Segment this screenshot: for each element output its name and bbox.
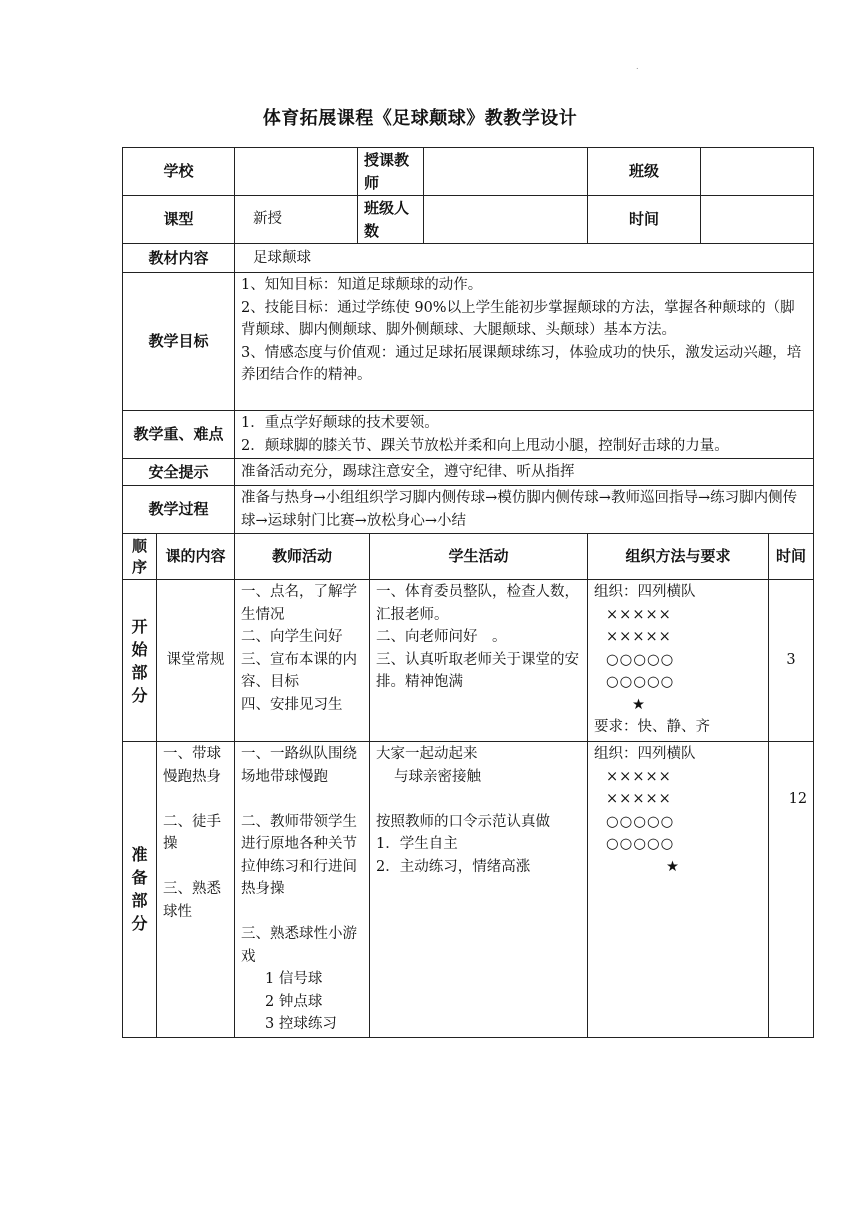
formation-row: ○○○○○ (606, 836, 675, 852)
col-order: 顺序 (123, 534, 157, 580)
safety-value: 准备活动充分，踢球注意安全，遵守纪律、听从指挥 (235, 459, 814, 486)
key-points-label: 教学重、难点 (123, 411, 235, 459)
col-teacher: 教师活动 (235, 534, 370, 580)
content-row (123, 244, 814, 273)
formation-row: ××××× (606, 606, 672, 623)
section-content: 课堂常规 (157, 580, 235, 742)
school-value (235, 148, 358, 196)
process-row (123, 486, 814, 534)
formation-row: ○○○○○ (606, 651, 675, 668)
time-value (701, 196, 814, 244)
formation-row: ○○○○○ (606, 674, 675, 690)
column-header-row (123, 534, 814, 580)
process-label: 教学过程 (123, 486, 235, 534)
content-label: 教材内容 (123, 244, 235, 273)
student-activity: 大家一起动起来 与球亲密接触 按照教师的口令示范认真做 1．学生自主 2．主动练习，情绪高涨 (370, 742, 588, 1038)
col-org: 组织方法与要求 (588, 534, 769, 580)
game-item: 3 控球练习 (265, 1016, 337, 1032)
goal-item: 2、技能目标：通过学练使 90%以上学生能初步掌握颠球的方法，掌握各种颠球的（脚背颠球、脚内侧颠球、脚外侧颠球、大腿颠球、头颠球）基本方法。 (241, 299, 795, 338)
goal-item: 3、情感态度与价值观：通过足球拓展课颠球练习，体验成功的快乐，激发运动兴趣，培养团结合作的精神。 (241, 344, 802, 383)
key-points-row (123, 411, 814, 459)
class-size-label: 班级人数 (358, 196, 424, 244)
game-item: 2 钟点球 (265, 993, 323, 1010)
col-student: 学生活动 (370, 534, 588, 580)
organization (588, 580, 769, 742)
section-time: 3 (769, 580, 814, 742)
key-point-item: 1．重点学好颠球的技术要领。 (241, 415, 439, 431)
class-size-value (424, 196, 588, 244)
type-label: 课型 (123, 196, 235, 244)
goals-label: 教学目标 (123, 273, 235, 411)
section-prep-row (123, 742, 814, 1038)
game-item: 1 信号球 (265, 971, 323, 987)
page-title: 体育拓展课程《足球颠球》教教学设计 (262, 108, 578, 129)
class-value (701, 148, 814, 196)
info-row-2 (123, 196, 814, 244)
process-value: 准备与热身→小组组织学习脚内侧传球→模仿脚内侧传球→教师巡回指导→练习脚内侧传球→运球射门比赛→放松身心→小结 (235, 486, 814, 534)
school-label: 学校 (123, 148, 235, 196)
lesson-plan-table (122, 147, 814, 1038)
content-value: 足球颠球 (235, 244, 814, 273)
col-content: 课的内容 (157, 534, 235, 580)
section-content: 一、带球慢跑热身 二、徒手操 三、熟悉球性 (157, 742, 235, 1038)
goals-row (123, 273, 814, 411)
teacher-activity: 一、一路纵队围绕场地带球慢跑 二、教师带领学生进行原地各种关节拉伸练习和行进间热身操 三、熟悉球性小游戏 1 信号球 2 钟点球 3 控球练习 (235, 742, 370, 1038)
safety-label: 安全提示 (123, 459, 235, 486)
key-points-value (235, 411, 814, 459)
col-time: 时间 (769, 534, 814, 580)
student-activity: 一、体育委员整队，检查人数，汇报老师。 二、向老师问好 。 三、认真听取老师关于课堂的安排。精神饱满 (370, 580, 588, 742)
part-label: 准备部分 (123, 742, 157, 1038)
organization (588, 742, 769, 1038)
time-label: 时间 (588, 196, 701, 244)
org-title: 组织：四列横队 (594, 746, 696, 762)
formation-row: ××××× (606, 629, 672, 645)
section-start-row (123, 580, 814, 742)
goal-item: 1、知知目标：知道足球颠球的动作。 (241, 277, 483, 293)
key-point-item: 2．颠球脚的膝关节、踝关节放松并柔和向上甩动小腿，控制好击球的力量。 (241, 437, 729, 454)
class-label: 班级 (588, 148, 701, 196)
teacher-value (424, 148, 588, 196)
formation-row: ××××× (606, 791, 672, 807)
star-icon: ★ (632, 696, 647, 713)
requirement: 要求：快、静、齐 (594, 719, 711, 735)
org-title: 组织：四列横队 (594, 584, 696, 600)
section-time: 12 (769, 742, 814, 1038)
corner-mark: . (636, 62, 639, 71)
goals-value (235, 273, 814, 411)
teacher-activity: 一、点名，了解学生情况 二、向学生问好 三、宣布本课的内容、目标 四、安排见习生 (235, 580, 370, 742)
safety-row (123, 459, 814, 486)
part-label: 开始部分 (123, 580, 157, 742)
teacher-label: 授课教师 (358, 148, 424, 196)
info-row-1 (123, 148, 814, 196)
type-value: 新授 (235, 196, 358, 244)
star-icon: ★ (666, 858, 681, 875)
formation-row: ○○○○○ (606, 813, 675, 830)
formation-row: ××××× (606, 768, 672, 785)
